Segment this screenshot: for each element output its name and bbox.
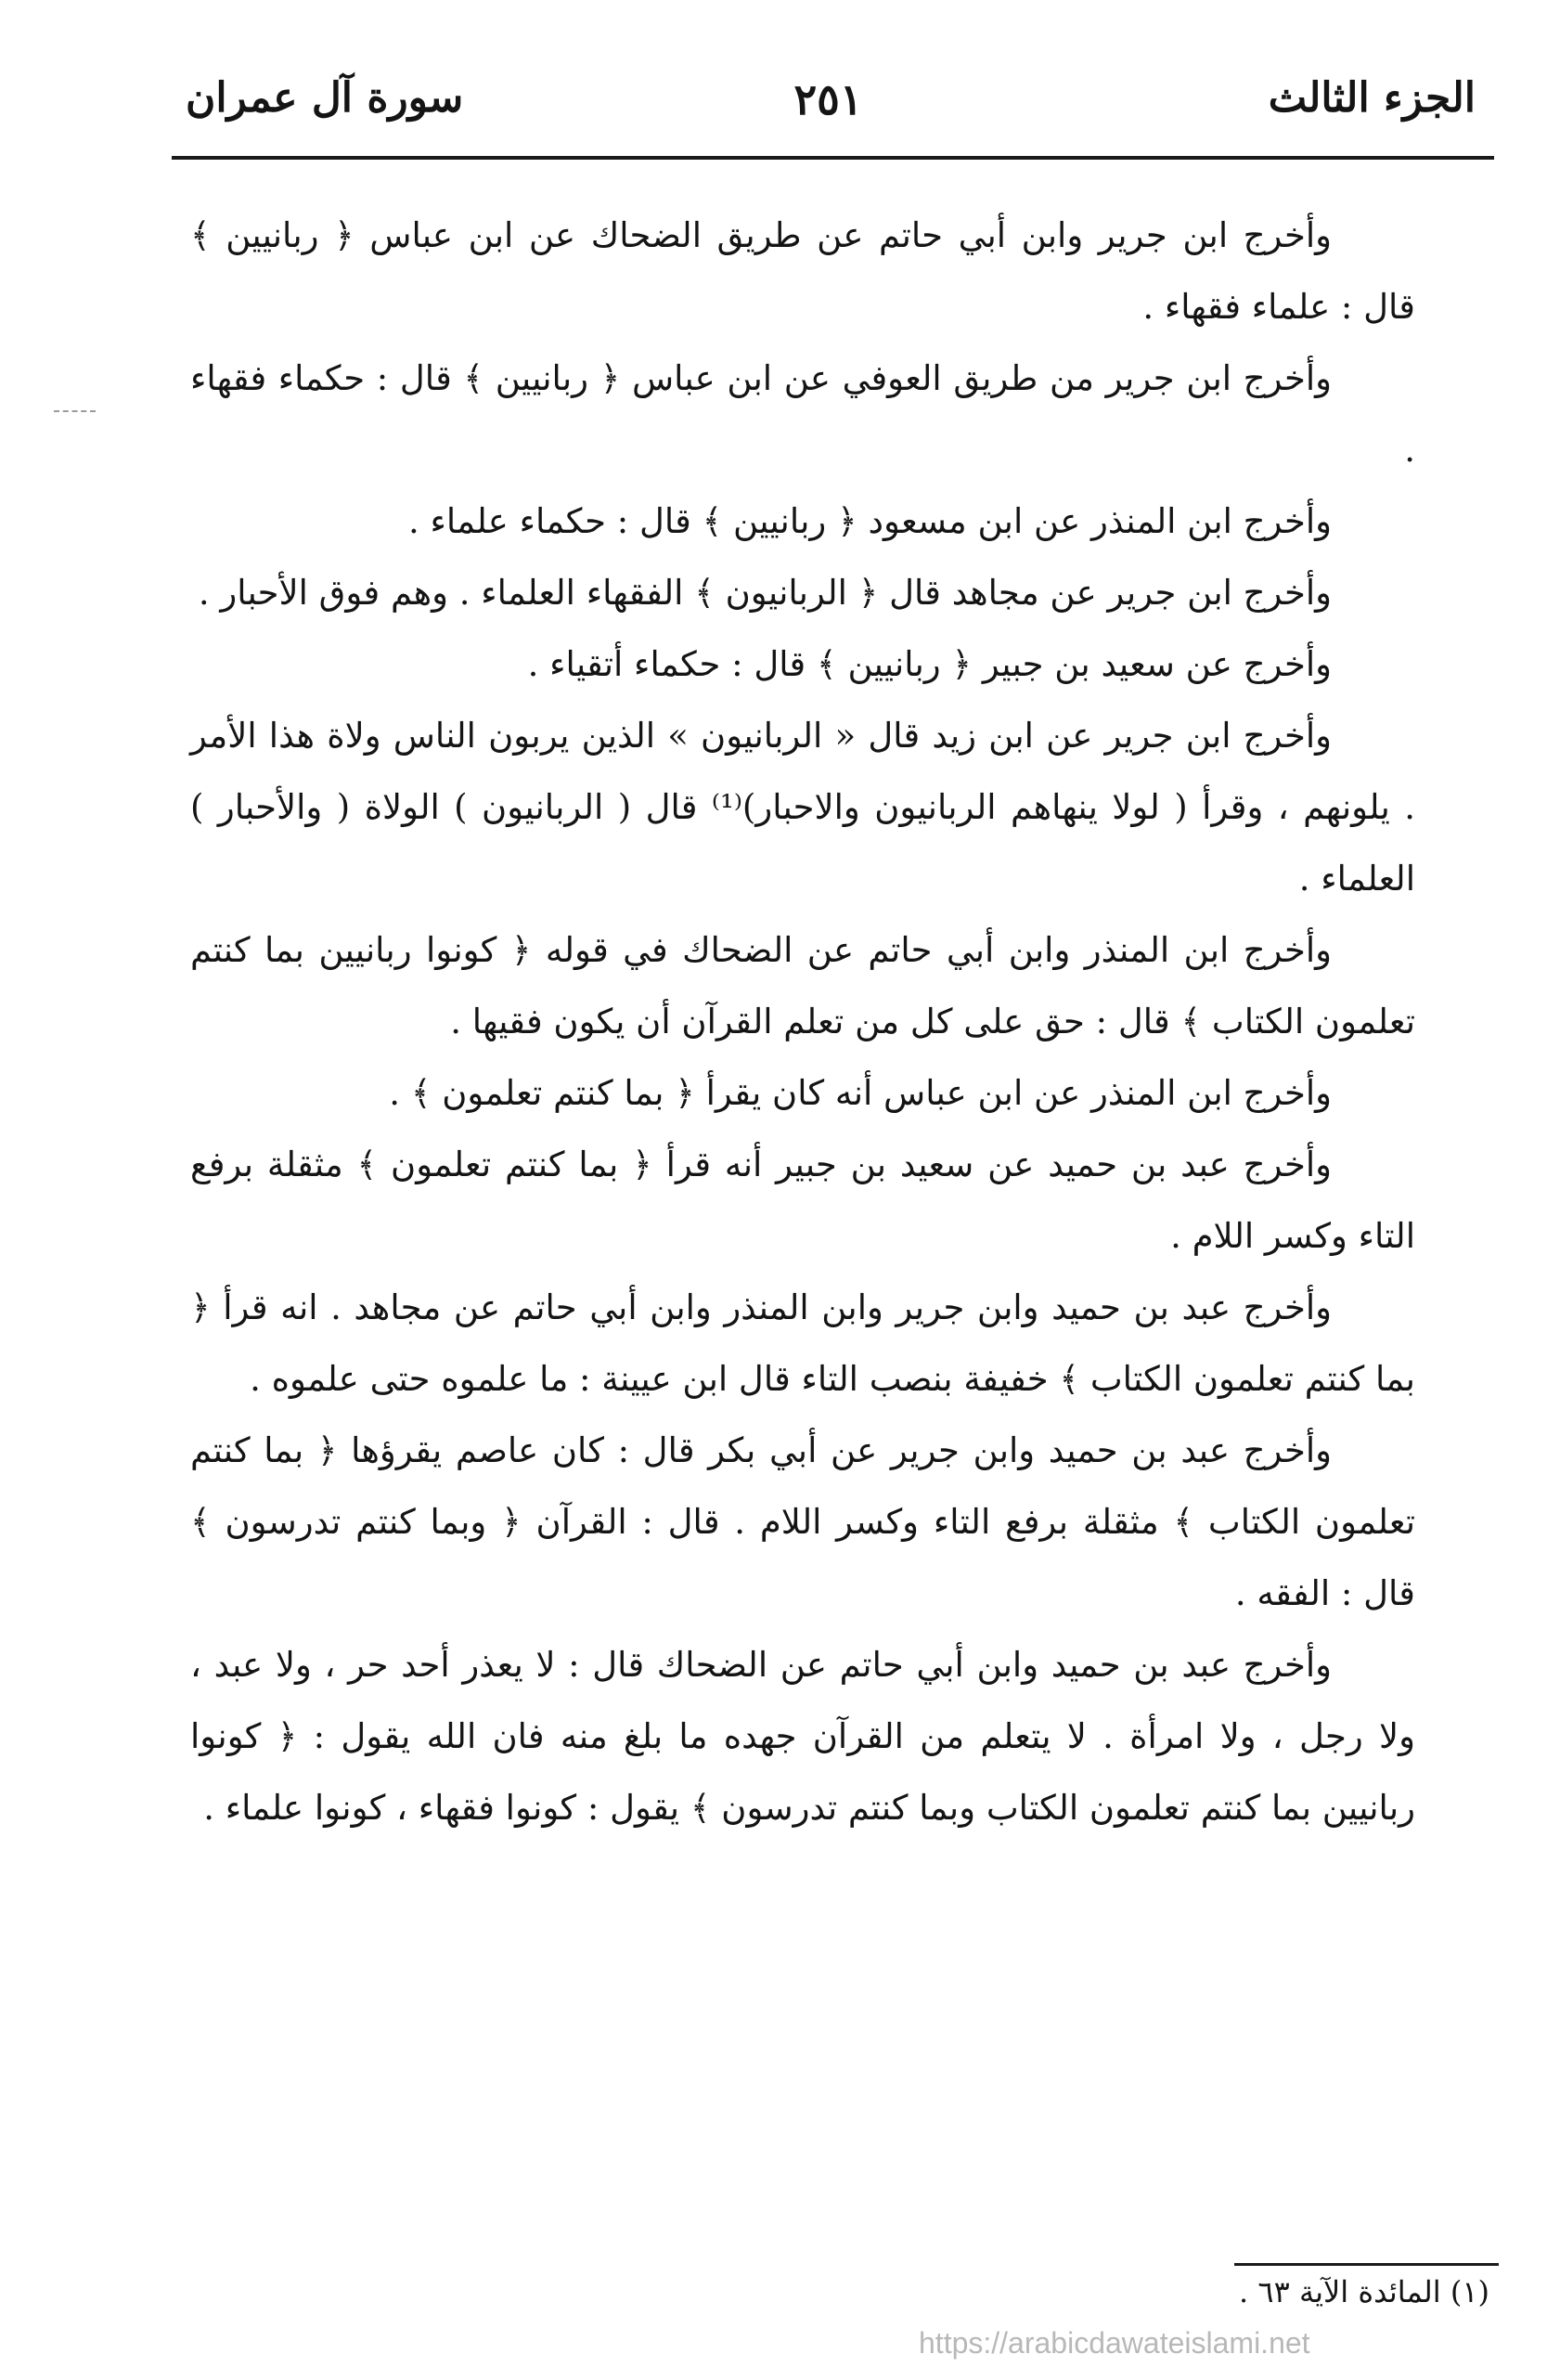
paragraph: وأخرج ابن جرير عن ابن زيد قال « الربانيون » الذين يربون الناس ولاة هذا الأمر . يلونهم ، وقرأ ( لولا ينهاهم الربانيون والاحبار)⁽¹⁾ قال ( الربانيون ) الولاة ( والأحبار ) العلماء . <box>190 716 1415 899</box>
paragraph: وأخرج ابن جرير من طريق العوفي عن ابن عباس ﴿ ربانيين ﴾ قال : حكماء فقهاء . <box>190 358 1415 470</box>
body-text <box>190 200 1415 1843</box>
paragraph: وأخرج عبد بن حميد وابن جرير عن أبي بكر قال : كان عاصم يقرؤها ﴿ بما كنتم تعلمون الكتاب ﴾ مثقلة برفع التاء وكسر اللام . قال : القرآن ﴿ وبما كنتم تدرسون ﴾ قال : الفقه . <box>190 1430 1415 1613</box>
paragraph: وأخرج ابن جرير عن مجاهد قال ﴿ الربانيون ﴾ الفقهاء العلماء . وهم فوق الأحبار . <box>198 573 1332 613</box>
page-header <box>172 65 1485 149</box>
paragraph: وأخرج عبد بن حميد عن سعيد بن جبير أنه قرأ ﴿ بما كنتم تعلمون ﴾ مثقلة برفع التاء وكسر اللام . <box>190 1145 1415 1256</box>
paragraph: وأخرج ابن المنذر عن ابن عباس أنه كان يقرأ ﴿ بما كنتم تعلمون ﴾ . <box>389 1073 1332 1113</box>
paragraph: وأخرج عبد بن حميد وابن أبي حاتم عن الضحاك قال : لا يعذر أحد حر ، ولا عبد ، ولا رجل ، ولا امرأة . لا يتعلم من القرآن جهده ما بلغ منه فان الله يقول : ﴿ كونوا ربانيين بما كنتم تعلمون الكتاب وبما كنتم تدرسون ﴾ يقول : كونوا فقهاء ، كونوا علماء . <box>190 1645 1415 1828</box>
paragraph: وأخرج ابن المنذر عن ابن مسعود ﴿ ربانيين ﴾ قال : حكماء علماء . <box>407 501 1332 541</box>
footnote: (١) المائدة الآية ٦٣ . <box>1239 2274 1489 2309</box>
part-title: الجزء الثالث <box>1268 74 1476 122</box>
paragraph: وأخرج عبد بن حميد وابن جرير وابن المنذر وابن أبي حاتم عن مجاهد . انه قرأ ﴿ بما كنتم تعلمون الكتاب ﴾ خفيفة بنصب التاء قال ابن عيينة : ما علموه حتى علموه . <box>190 1287 1415 1399</box>
header-divider <box>172 156 1494 160</box>
watermark-url: https://arabicdawateislami.net <box>919 2326 1310 2360</box>
page-number: ٢٥١ <box>793 74 863 124</box>
paragraph: وأخرج عن سعيد بن جبير ﴿ ربانيين ﴾ قال : حكماء أتقياء . <box>527 644 1332 684</box>
paragraph: وأخرج ابن جرير وابن أبي حاتم عن طريق الضحاك عن ابن عباس ﴿ ربانيين ﴾ قال : علماء فقهاء . <box>190 215 1415 327</box>
paragraph: وأخرج ابن المنذر وابن أبي حاتم عن الضحاك في قوله ﴿ كونوا ربانيين بما كنتم تعلمون الكتاب ﴾ قال : حق على كل من تعلم القرآن أن يكون فقيها . <box>190 930 1415 1041</box>
surah-title: سورة آل عمران <box>186 74 464 122</box>
margin-mark <box>54 410 96 412</box>
footnote-divider <box>1234 2263 1499 2266</box>
